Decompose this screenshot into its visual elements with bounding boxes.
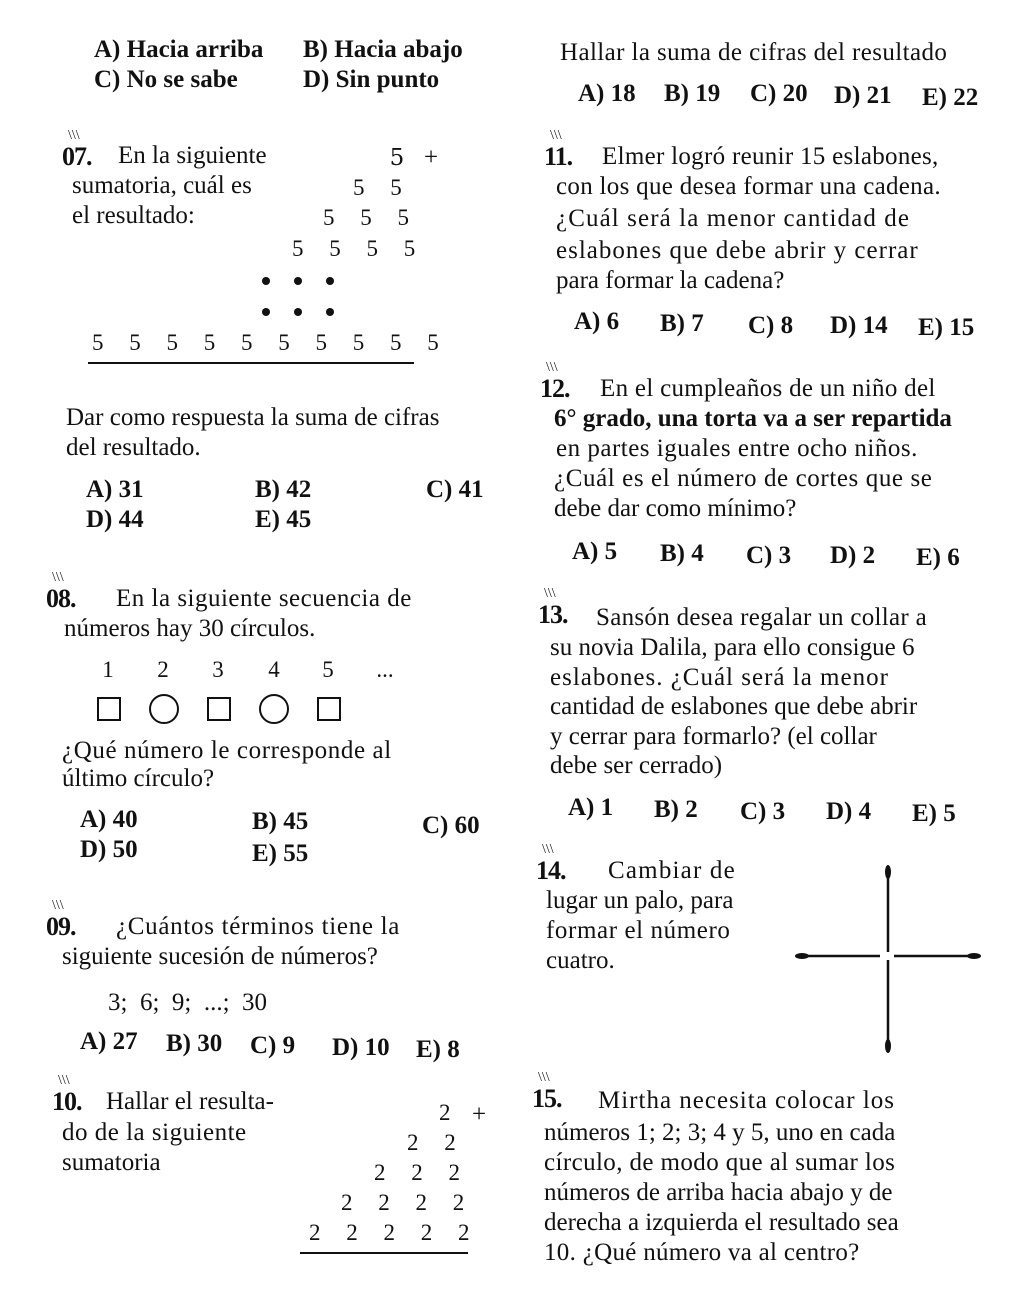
q10-row-3: 2 2 2 <box>374 1160 470 1185</box>
q13-option-b: B) 2 <box>654 796 698 823</box>
q09-option-e: E) 8 <box>416 1036 460 1063</box>
q13-text-line-6: debe ser cerrado) <box>550 752 723 779</box>
q08-option-d: D) 50 <box>80 836 138 863</box>
q11-option-c: C) 8 <box>748 312 794 339</box>
q07-last-row: 5 5 5 5 5 5 5 5 5 5 <box>92 330 449 355</box>
q15-text-line-1: Mirtha necesita colocar los <box>598 1087 896 1114</box>
q15-text-line-5: derecha a izquierda el resultado sea <box>544 1209 899 1236</box>
right-top-option-e: E) 22 <box>922 84 979 111</box>
q08-label-5: 5 <box>322 657 334 682</box>
q10-row-1: 2 <box>439 1100 451 1125</box>
q11-option-e: E) 15 <box>918 314 975 341</box>
q08-label-ellipsis: ... <box>376 657 394 682</box>
q13-option-a: A) 1 <box>568 794 614 821</box>
q14-text-line-1: Cambiar de <box>608 857 736 884</box>
right-top-option-b: B) 19 <box>664 80 721 107</box>
q07-text-line-3: el resultado: <box>72 202 195 229</box>
circle-shape <box>259 694 289 724</box>
q08-option-c: C) 60 <box>422 812 480 839</box>
q11-text-line-5: para formar la cadena? <box>556 267 785 294</box>
q08-option-b: B) 45 <box>252 808 309 835</box>
q11-option-b: B) 7 <box>660 310 704 337</box>
q08-question-line-2: último círculo? <box>62 765 215 792</box>
square-shape <box>207 697 231 721</box>
question-08-number: \\\ 08. <box>46 584 76 614</box>
right-top-option-a: A) 18 <box>578 80 636 107</box>
question-07-number: \\\ 07. <box>62 142 92 172</box>
q10-row-2: 2 2 <box>407 1130 466 1155</box>
q10-row-4: 2 2 2 2 <box>341 1190 475 1215</box>
q07-question-line-1: Dar como respuesta la suma de cifras <box>66 404 440 431</box>
matchstick-head <box>885 865 891 879</box>
q11-option-a: A) 6 <box>574 308 620 335</box>
q11-text-line-2: con los que desea formar una cadena. <box>556 173 941 200</box>
q13-text-line-3: eslabones. ¿Cuál será la menor <box>550 664 889 691</box>
question-13-number: \\\ 13. <box>538 600 568 630</box>
q10-text-line-2: do de la siguiente <box>62 1119 247 1146</box>
q07-option-a: A) 31 <box>86 476 144 503</box>
q09-option-d: D) 10 <box>332 1034 390 1061</box>
q14-text-line-4: cuatro. <box>546 947 615 974</box>
matchstick-figure <box>790 860 990 1060</box>
matchstick-head <box>885 1039 891 1053</box>
q07-text-line-2: sumatoria, cuál es <box>72 172 252 199</box>
q08-label-2: 2 <box>157 657 169 682</box>
top-option-c: C) No se sabe <box>94 66 238 93</box>
q07-question-line-2: del resultado. <box>66 434 201 461</box>
q14-text-line-3: formar el número <box>546 917 731 944</box>
q13-text-line-2: su novia Dalila, para ello consigue 6 <box>550 634 915 661</box>
q07-option-c: C) 41 <box>426 476 484 503</box>
q11-text-line-1: Elmer logró reunir 15 eslabones, <box>602 143 939 170</box>
q08-question-line-1: ¿Qué número le corresponde al <box>62 737 392 764</box>
square-shape <box>317 697 341 721</box>
q11-option-d: D) 14 <box>830 312 888 339</box>
q08-label-3: 3 <box>212 657 224 682</box>
q07-plus-sign: + <box>424 144 439 171</box>
q07-row-4: 5 5 5 5 <box>292 236 426 261</box>
q13-text-line-1: Sansón desea regalar un collar a <box>596 604 927 631</box>
q08-option-a: A) 40 <box>80 806 138 833</box>
q13-text-line-4: cantidad de eslabones que debe abrir <box>550 693 918 720</box>
q11-text-line-3: ¿Cuál será la menor cantidad de <box>556 205 911 232</box>
q09-option-b: B) 30 <box>166 1030 223 1057</box>
q10-text-line-3: sumatoria <box>62 1149 161 1176</box>
q11-text-line-4: eslabones que debe abrir y cerrar <box>556 237 919 264</box>
q07-option-d: D) 44 <box>86 506 144 533</box>
q12-text-line-4: ¿Cuál es el número de cortes que se <box>554 465 933 492</box>
question-11-number: \\\ 11. <box>544 142 572 172</box>
q15-text-line-6: 10. ¿Qué número va al centro? <box>544 1239 860 1266</box>
q07-text-line-1: En la siguiente <box>118 142 267 169</box>
question-09-number: \\\ 09. <box>46 912 76 942</box>
q12-option-c: C) 3 <box>746 542 792 569</box>
q10-plus-sign: + <box>472 1101 487 1128</box>
q15-text-line-3: círculo, de modo que al sumar los <box>544 1149 896 1176</box>
q12-text-line-1: En el cumpleaños de un niño del <box>600 375 936 402</box>
q12-text-line-5: debe dar como mínimo? <box>554 495 797 522</box>
q13-text-line-5: y cerrar para formarlo? (el collar <box>550 723 877 750</box>
q08-label-4: 4 <box>268 657 280 682</box>
q13-option-d: D) 4 <box>826 798 872 825</box>
q14-text-line-2: lugar un palo, para <box>546 887 734 914</box>
right-top-option-d: D) 21 <box>834 82 892 109</box>
q08-option-e: E) 55 <box>252 840 309 867</box>
q12-option-b: B) 4 <box>660 540 704 567</box>
square-shape <box>97 697 121 721</box>
q07-sum-line <box>88 362 414 364</box>
question-15-number: \\\ 15. <box>532 1084 562 1114</box>
q10-sum-line <box>300 1252 468 1254</box>
question-14-number: \\\ 14. <box>536 856 566 886</box>
q15-text-line-2: números 1; 2; 3; 4 y 5, uno en cada <box>544 1119 896 1146</box>
right-top-option-c: C) 20 <box>750 80 808 107</box>
matchstick-head <box>795 953 809 959</box>
q09-option-c: C) 9 <box>250 1032 296 1059</box>
q13-option-c: C) 3 <box>740 798 786 825</box>
q15-text-line-4: números de arriba hacia abajo y de <box>544 1179 893 1206</box>
question-12-number: \\\ 12. <box>540 374 570 404</box>
circle-shape <box>149 694 179 724</box>
q07-row-2: 5 5 <box>353 175 412 200</box>
q08-text-line-1: En la siguiente secuencia de <box>116 585 412 612</box>
q12-option-d: D) 2 <box>830 542 876 569</box>
q07-row-3: 5 5 5 <box>323 205 419 230</box>
q07-option-e: E) 45 <box>255 506 312 533</box>
q13-option-e: E) 5 <box>912 800 956 827</box>
q09-sequence: 3; 6; 9; ...; 30 <box>108 989 268 1016</box>
q12-text-line-3: en partes iguales entre ocho niños. <box>556 435 918 462</box>
q12-option-e: E) 6 <box>916 544 960 571</box>
q12-text-line-2: 6° grado, una torta va a ser repartida <box>554 405 952 432</box>
q07-option-b: B) 42 <box>255 476 312 503</box>
top-option-b: B) Hacia abajo <box>303 36 463 63</box>
q08-label-1: 1 <box>102 657 114 682</box>
top-option-a: A) Hacia arriba <box>94 36 264 63</box>
worksheet-page: A) Hacia arriba B) Hacia abajo C) No se sabe D) Sin punto \\\ 07. En la siguiente sumatoria, cuál es el resultado: 5 + 5 5 5 5 5 5 5 5 5 5 5 5 5 5 5 5 5 5 5 Dar como respuesta la suma de cifras del resultado. A) 31 B) 42 C) 41 D) 44 E) 45 \\\ 08. En la siguiente secuencia de números hay 30 círculos. 1 2 3 4 5 ... ¿Qué número le corresponde al último círculo? A) 40 B) 45 C) 60 D) 50 E) 55 \\\ 09. ¿Cuántos términos tiene la siguiente sucesión de números? 3; 6; 9; ...; 30 A) 27 B) 30 C) 9 D) 10 E) 8 \\\ 10. Hallar el resulta- do de la siguiente sumatoria 2 + 2 2 2 2 2 2 2 2 2 2 2 2 2 2 Hallar la suma de cifras del resultado A) 18 B) 19 C) 20 D) 21 E) 22 \\\ 11. Elmer logró reunir 15 eslabones, con los que desea formar una cadena. ¿Cuál será la menor cantidad de eslabones que debe abrir y cerrar para formar la cadena? A) 6 B) 7 C) 8 D) 14 E) 15 \\\ 12. En el cumpleaños de un niño del 6° grado, una torta va a ser repartida en partes iguales entre ocho niños. ¿Cuál es el número de cortes que se debe dar como mínimo? A) 5 B) 4 C) 3 D) 2 E) 6 \\\ 13. Sansón desea regalar un collar a su novia Dalila, para ello consigue 6 eslabones. ¿Cuál será la menor cantidad de eslabones que debe abrir y cerrar para formarlo? (el collar debe ser cerrado) A) 1 B) 2 C) 3 D) 4 E) 5 \\\ 14. Cambiar de lugar un palo, para formar el número cuatro. \\\ 15. Mirtha necesita colocar los números 1; 2; 3; 4 y 5, uno en cada círculo, de modo que al sumar los números de arriba hacia abajo y de derecha a izquierda el resultado sea 10. ¿Qué número va al centro? <box>0 0 1017 1299</box>
q10-row-5: 2 2 2 2 2 <box>309 1220 480 1245</box>
right-top-text: Hallar la suma de cifras del resultado <box>560 39 948 66</box>
q12-option-a: A) 5 <box>572 538 618 565</box>
q08-text-line-2: números hay 30 círculos. <box>64 615 316 642</box>
q09-option-a: A) 27 <box>80 1028 138 1055</box>
top-option-d: D) Sin punto <box>303 66 440 93</box>
q09-text-line-1: ¿Cuántos términos tiene la <box>116 913 401 940</box>
q09-text-line-2: siguiente sucesión de números? <box>62 943 378 970</box>
matchstick-head <box>967 953 981 959</box>
q10-text-line-1: Hallar el resulta- <box>106 1088 274 1115</box>
question-10-number: \\\ 10. <box>52 1087 82 1117</box>
